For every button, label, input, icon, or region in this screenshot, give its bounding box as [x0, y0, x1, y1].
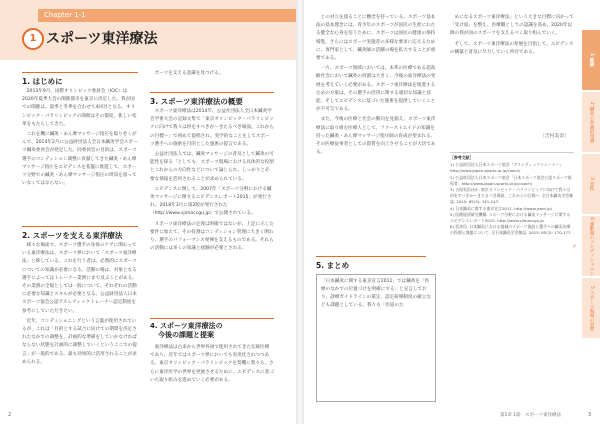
reference-item: 3) 古屋英治ほか. 東京オリンピック・パラリンピックに向けて我々は何をすべきか～きたるべき場面、これからの目標～. 全日本鍼灸学会雑誌. 2015; 65(3): 141-147. — [450, 187, 574, 205]
paragraph: 様々な場面で、スポーツ選手の身体のケアに関わっている東洋療法は、スポーツ界において「スポーツ東洋療法」と称している。これを行う者は、必然的にスポーツについての知識が必要になる。活動の場は、対象となる選手によってはトレーナー業務にまで及ぶことがある。その業務の全般としては一般について、それぞれの活動に必要な知識とスキルが必要となる。公益財団法人日本スポーツ協会公認アスレティックトレーナー認定制度を参考にしていただきたい。 — [22, 243, 137, 314]
section-heading-1: 1. はじめに — [22, 72, 138, 87]
section-heading-2: 2. スポーツを支える東洋療法 — [22, 226, 138, 241]
book-gutter — [296, 0, 304, 424]
section-1-body — [22, 88, 138, 218]
page-number-right: 3 — [588, 412, 592, 418]
reference-item: 1) 公益財団法人日本スポーツ協会「アスレティックトレーナー」http://www.japan-sports.or.jp/coach/ — [450, 162, 564, 174]
paragraph: また、今後の医療と社会の動向を見据え、スポーツ東洋療法に取り組む医療人として、ファーストエイドの知識を持った鍼灸・あん摩マッサージ指圧師の育成が望まれる。その医療従事者としての資質を向上させることが大切である。 — [316, 117, 436, 156]
section-4-body — [150, 344, 274, 408]
reference-item: 2) 公益財団法人日本スポーツ協会「日本スポーツ協会公認スポーツ指導者」http://www.japan-sports.or.jp/coach/ — [450, 174, 572, 186]
right-page — [304, 0, 600, 424]
right-column-1-body — [316, 14, 438, 246]
paragraph: スポーツ東洋療法は2014年、公益社団法人全日本鍼灸学会学術大会の記録文集で「東京オリンピック・パラリンピックに向けて我々は何をすべきか～きたるべき場面、これからの目標～」で初めて提唱され、実学的なことをしてスポーツ選手への施術を目的とした施術の提言である。 — [150, 109, 274, 147]
section-heading-5: 5. まとめ — [316, 256, 426, 271]
section-2-body — [22, 242, 138, 407]
chapter-number-badge: 1 — [22, 28, 44, 50]
paragraph: めになるスポーツ東洋療法」という大きな目標に向かって「受け皿」を整え、医療職としての認識を高め、2020年以降の我が国のスポーツを支えるべく取り組んでいく。 — [450, 15, 574, 37]
section-heading-4 — [150, 318, 274, 340]
chapter-index-tabs — [571, 30, 600, 340]
section-heading-4-line2: 今後の課題と提案 — [158, 331, 214, 339]
reference-item: 4) 日本鍼灸に関する東京宣言2011. http://www.jsam.jp/ — [450, 205, 553, 211]
paragraph: 近年、コンディショニングという言葉が使用されているが、これは「目的とする試合に向けての期間を決定されたなかでの調整を、計画的な準備をしていかなければならない状態を計画的に調整していくというここでの提言」が一般的である。最も効果的に活用されることが求められる。 — [22, 318, 137, 365]
paragraph: スポーツ東洋療法の定義は明確ではないが、上記に示した要件に加えて、その役割はコンディション管理に大きく関わり、選手のパフォーマンス発揮を支えるものである。それらの活動には多くの知識と経験が必要とされる。 — [150, 221, 274, 252]
references-list — [450, 152, 574, 237]
section-3-body — [150, 108, 274, 308]
tab-chapter-2[interactable]: 2 鍼灸の各論的知識 — [582, 92, 600, 152]
paragraph: ポーツを支える意識を見つける。 — [154, 71, 224, 76]
paragraph: 一方、スポーツ領域においては、本邦の医療である超高齢社会において鍼灸の役割は大きく、今後の東洋療法の発展を考えていく必要がある。スポーツ東洋療法を推進するための方策は、その選手の活用に関する適切な知識と技能、そしてエビデンスに基づいた施術を提供していくことが不可欠である。 — [316, 66, 436, 113]
page-number-left: 2 — [8, 412, 12, 418]
right-column-2-body — [450, 14, 574, 102]
paragraph: 「日本鍼灸に関する東京宣言2011」では鍼灸を「医療のなかでの位置づけを明確にする」と宣言しており、診療ガイドラインの策定、認定研修制度の確立なども課題としている。我々も「医道のた — [321, 279, 431, 308]
section-heading-4-line1: 4. スポーツ東洋療法の — [150, 322, 223, 330]
reference-item: 5) 医療経済研究機構. スポーツ分野における鍼灸マッサージに関するエビデンスレポート2015. http://www.sjimaccgu.jp — [450, 211, 571, 224]
references-title: ［参考文献］ — [450, 155, 474, 160]
running-footer: 第1章 1節 スポーツ東洋療法 — [500, 413, 561, 418]
section-heading-3: 3. スポーツ東洋療法の概要 — [150, 92, 274, 107]
tab-chapter-3[interactable]: 3 実践 — [582, 154, 600, 214]
author-credit: ［吉村美奈］ — [540, 134, 569, 139]
left-page — [0, 0, 296, 424]
tab-chapter-5[interactable]: 5 スポーツ現場の実際 — [582, 278, 600, 338]
summary-box — [316, 274, 436, 402]
paragraph: エビデンスに関して、2007年「スポーツ分野における鍼灸マッサージに関するエビデンスレポート2015」が発行され、2018年3月に第2版が発行された（http://www.sjimaccgu.jp）で公開されている。 — [150, 186, 272, 217]
tab-chapter-4[interactable]: 4 運動器のコンディショニング — [582, 216, 600, 276]
paragraph: 東洋療法は古来から世界各国で使用されてきた伝統医療であり、近年ではスポーツ界においても実用化されつつある。東京オリンピック・パラリンピックを契機に我々も、さらに東洋医学の世界を発展させるために、エビデンスに基づいた取り組みを進めていく必要がある。 — [150, 345, 274, 383]
paragraph: これを機に鍼灸・あん摩マッサージ指圧を取り巻くがんで、2014年2月に公益財団法人全日本鍼灸学会スポーツ鍼灸委員会が発足した。同委員会の目的は、スポーツ選手のコンディション調整に貢献してきた鍼灸・あん摩マッサージ指圧をエビデンスを基盤に推進して、スポーツ分野での鍼灸・あん摩マッサージ指圧の周知を図っていなくてはならない。 — [22, 132, 138, 187]
chapter-tag: Chapter 1-1 — [38, 9, 296, 22]
reference-item: 6) 坂本信. 日本鍼灸における地域のスポーツ施設と選手への鍼灸治療の役割と課題について. 全日本鍼灸学会雑誌. 2015; 65(3): 170-177. — [450, 224, 572, 236]
tab-chapter-1[interactable]: 1 総論 — [582, 30, 600, 90]
paragraph: との対立を図ることに懸念を持っている。スポーツ基本法の基本理念には、青少年のスポーツが国民の生涯にわたる健全な心身を培うために、スポーツは国民の健康の保持増進、さらにはスポーツ実施者の多様な要求に応えるために、専門家として、鍼灸師の活躍の場を拡大することが重要である。 — [316, 15, 436, 62]
paragraph: そして、スポーツ東洋療法の発展を目指して、エビデンスの構築と普及に尽力していく所存である。 — [450, 41, 574, 55]
paragraph: 公益社団法人では、鍼灸マッサージの普及として鍼灸の可能性を探る「としても、スポーツ現場における具体的な役割とこれからの方向性などについて論じられ、しっかりと必要な情報を活用されることが求められている。 — [150, 152, 274, 182]
page-title: スポーツ東洋療法 — [46, 31, 158, 47]
column-2-top — [150, 70, 274, 84]
paragraph: 2013年9月、国際オリンピック委員会（IOC）は2020年夏季大会の開催都市を東京に決定した。我が国での開催は、夏季と冬季を合わせて4回目となる。オリンピック・パラリンピックの開催はその都度、新しい変革をもたらしてきた。 — [22, 89, 137, 127]
